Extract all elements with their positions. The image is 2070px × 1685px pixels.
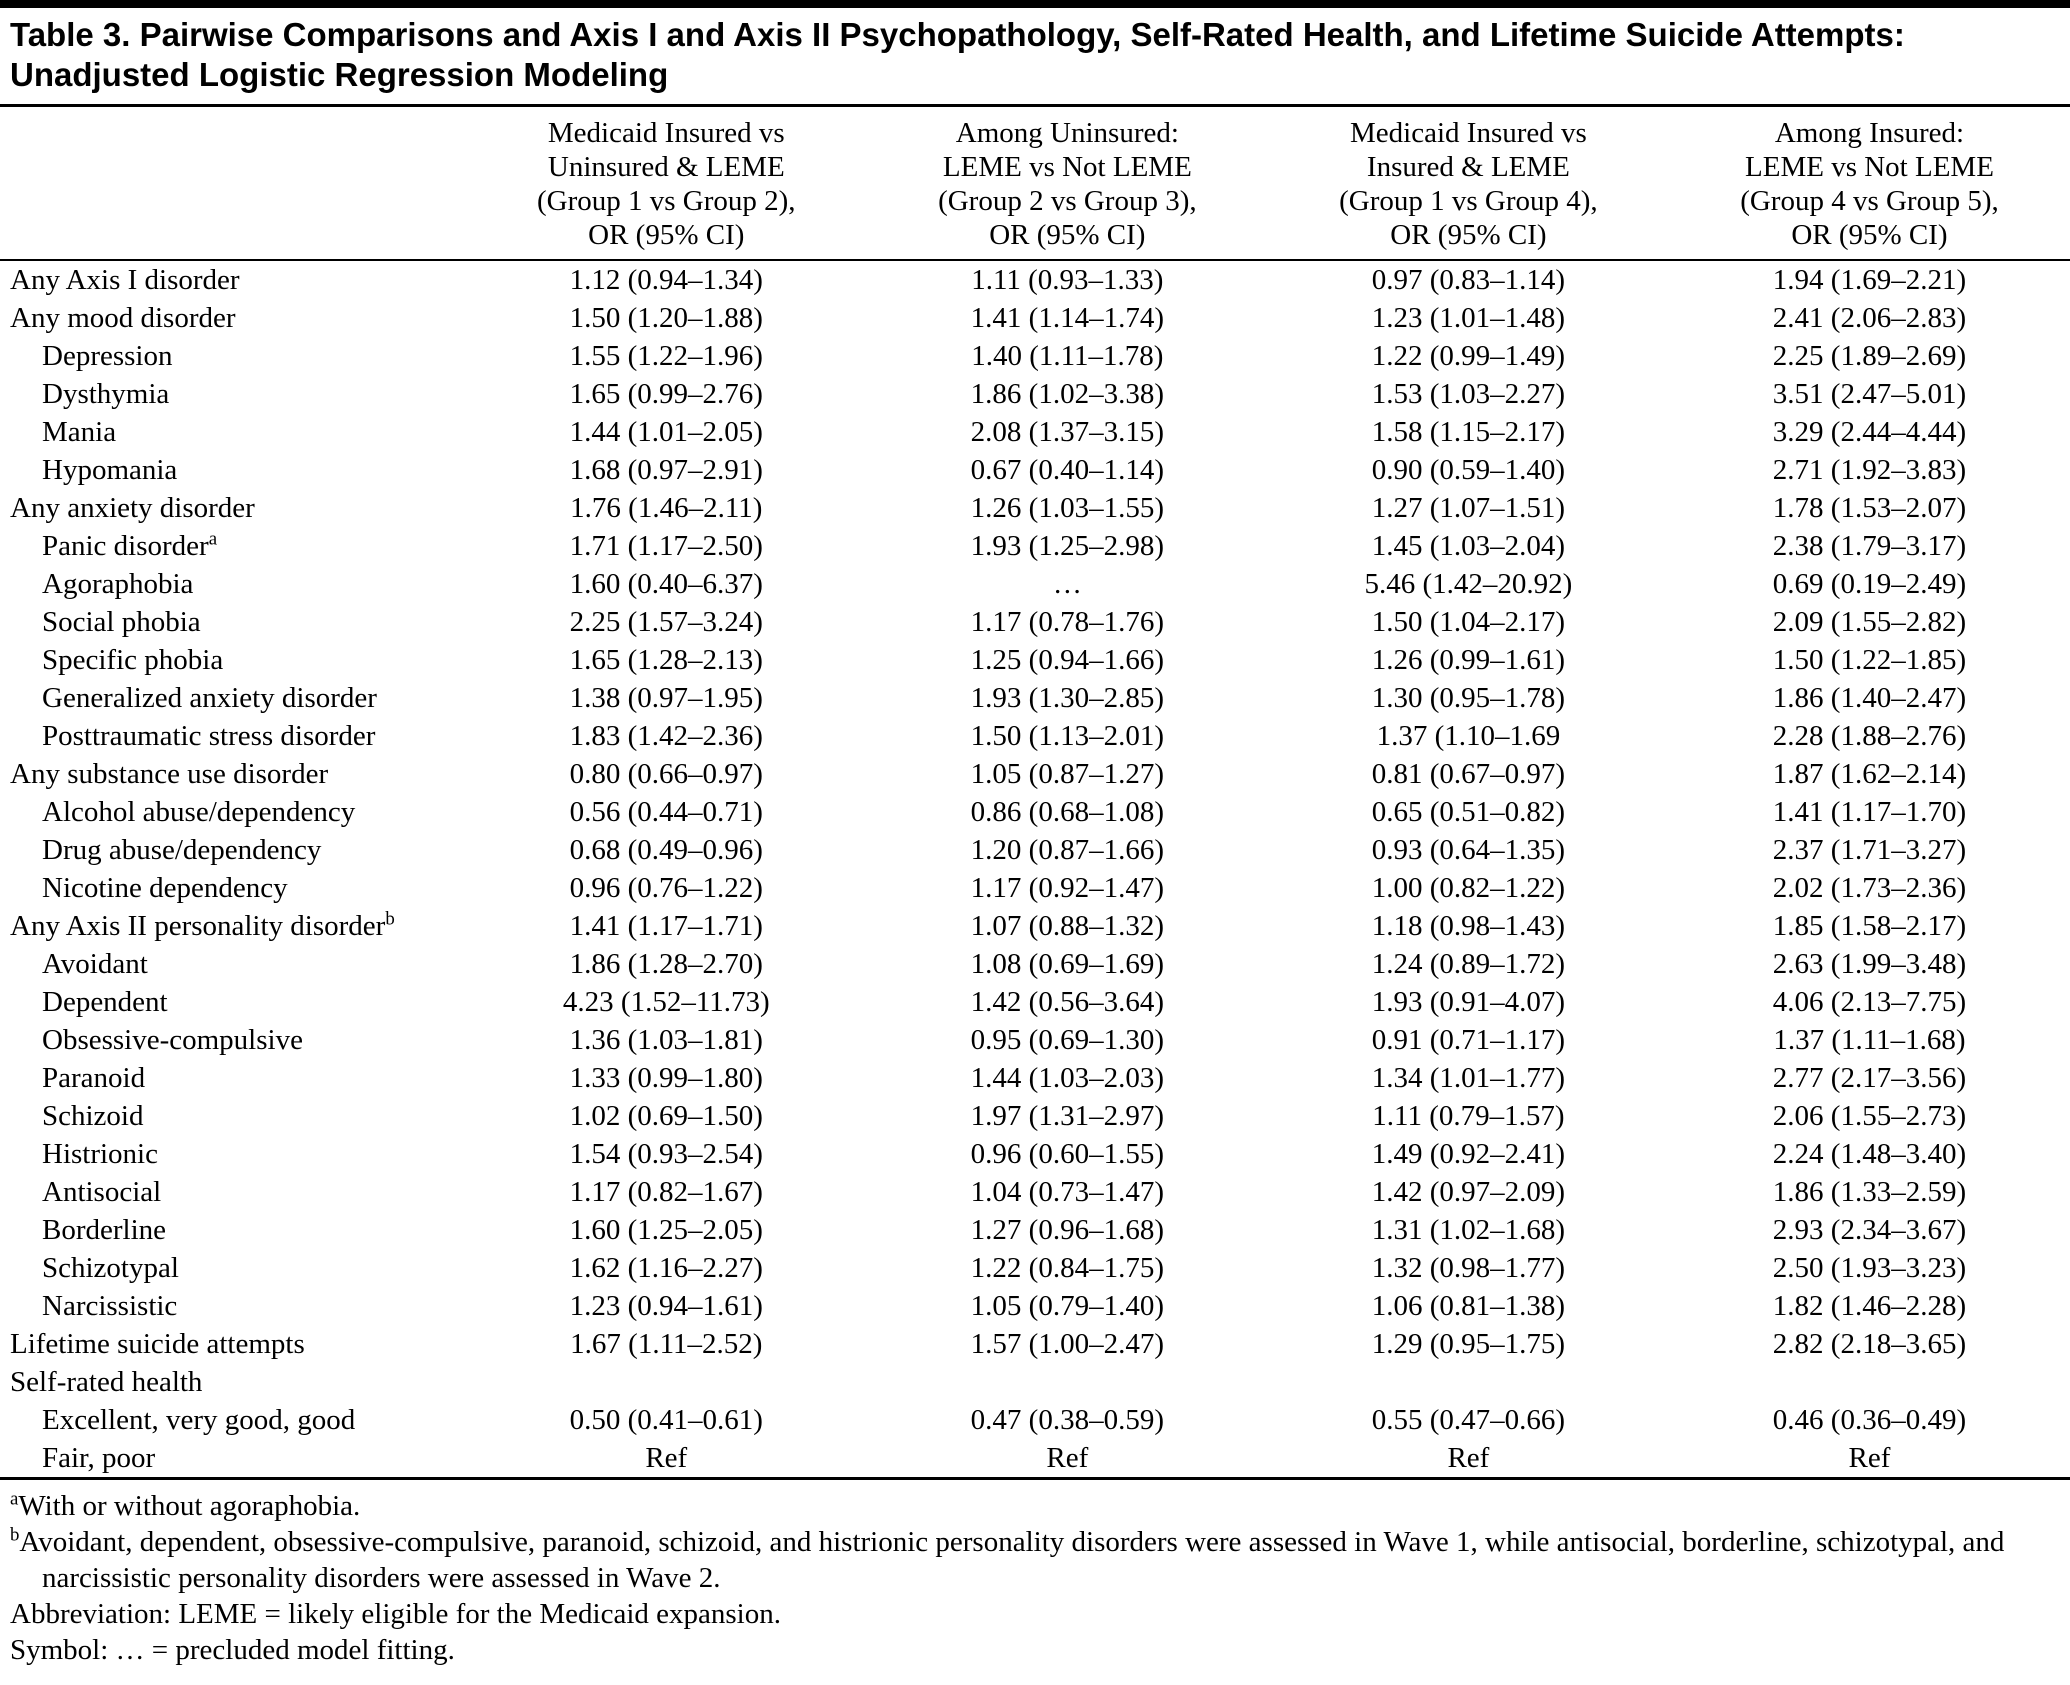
- odds-ratio-cell: 0.96 (0.76–1.22): [569, 872, 763, 904]
- odds-ratio-cell: 0.55 (0.47–0.66): [1371, 1404, 1566, 1436]
- odds-ratio-cell: 2.25 (1.89–2.69): [1772, 340, 1967, 372]
- footnote: $^b$Avoidant, dependent, obsessive-compulsive, paranoid, schizoid, and histrionic personality disorders were assessed in Wave 1, while antisocial, borderline, schizotypal, and narcissistic personality disorders were assessed in Wave 2.: [10, 1524, 2005, 1594]
- table-row: [0, 679, 2070, 717]
- column-header-line: LEME vs Not LEME: [942, 151, 1192, 183]
- odds-ratio-cell: [1669, 1363, 2070, 1401]
- odds-ratio-cell: 3.29 (2.44–4.44): [1772, 416, 1967, 448]
- odds-ratio-cell: 1.17 (0.78–1.76): [970, 606, 1164, 638]
- row-label: Borderline: [42, 1214, 167, 1246]
- odds-ratio-cell: 2.37 (1.71–3.27): [1772, 834, 1967, 866]
- odds-ratio-cell: 1.29 (0.95–1.75): [1371, 1328, 1566, 1360]
- odds-ratio-cell: 1.23 (0.94–1.61): [569, 1290, 763, 1322]
- column-header-line: Medicaid Insured vs: [547, 117, 785, 149]
- row-label: Generalized anxiety disorder: [42, 682, 377, 714]
- table-row: [0, 793, 2070, 831]
- table-row: [0, 565, 2070, 603]
- odds-ratio-cell: 0.67 (0.40–1.14): [970, 454, 1164, 486]
- column-header-2: [867, 107, 1268, 260]
- table-title-line-1: Table 3. Pairwise Comparisons and Axis I and Axis II Psychopathology, Self-Rated Health, and Lifetime Suicide Attempts:: [10, 16, 1905, 53]
- odds-ratio-cell: Ref: [466, 1439, 867, 1479]
- column-header-3: [1268, 107, 1669, 260]
- column-header-line: Uninsured & LEME: [547, 151, 785, 183]
- odds-ratio-cell: 1.82 (1.46–2.28): [1772, 1290, 1967, 1322]
- odds-ratio-cell: 1.07 (0.88–1.32): [970, 910, 1164, 942]
- row-label: Hypomania: [42, 454, 178, 486]
- table-row: [0, 1097, 2070, 1135]
- odds-ratio-cell: 2.63 (1.99–3.48): [1772, 948, 1967, 980]
- odds-ratio-cell: 1.05 (0.79–1.40): [970, 1290, 1164, 1322]
- odds-ratio-cell: 5.46 (1.42–20.92): [1364, 568, 1573, 600]
- row-label: Schizoid: [42, 1100, 144, 1132]
- odds-ratio-cell: 1.41 (1.17–1.71): [569, 910, 763, 942]
- odds-ratio-cell: 2.82 (2.18–3.65): [1772, 1328, 1967, 1360]
- table-row: [0, 1363, 2070, 1401]
- row-label: Drug abuse/dependency: [42, 834, 322, 866]
- odds-ratio-cell: 1.31 (1.02–1.68): [1371, 1214, 1566, 1246]
- odds-ratio-cell: 1.38 (0.97–1.95): [569, 682, 763, 714]
- table-row: [0, 1401, 2070, 1439]
- footnote-marker: a: [10, 1488, 19, 1510]
- row-label: Depression: [42, 340, 173, 372]
- row-label: Dependent: [42, 986, 168, 1018]
- odds-ratio-cell: 2.77 (2.17–3.56): [1772, 1062, 1967, 1094]
- table-row: [0, 489, 2070, 527]
- odds-ratio-cell: 1.41 (1.14–1.74): [970, 302, 1164, 334]
- table-row: [0, 945, 2070, 983]
- row-label-column-header: [0, 107, 466, 260]
- odds-ratio-cell: 1.86 (1.33–2.59): [1772, 1176, 1967, 1208]
- odds-ratio-cell: 0.81 (0.67–0.97): [1371, 758, 1566, 790]
- odds-ratio-cell: 1.23 (1.01–1.48): [1371, 302, 1566, 334]
- odds-ratio-cell: 1.44 (1.01–2.05): [569, 416, 763, 448]
- odds-ratio-cell: 1.26 (1.03–1.55): [970, 492, 1164, 524]
- odds-ratio-cell: 4.23 (1.52–11.73): [562, 986, 770, 1018]
- odds-ratio-cell: 1.37 (1.11–1.68): [1773, 1024, 1966, 1056]
- odds-ratio-cell: 0.96 (0.60–1.55): [970, 1138, 1164, 1170]
- odds-ratio-cell: 1.04 (0.73–1.47): [970, 1176, 1164, 1208]
- table-row: [0, 603, 2070, 641]
- row-label: Lifetime suicide attempts: [10, 1328, 305, 1360]
- footnote: Symbol: … = precluded model fitting.: [10, 1634, 455, 1666]
- row-label: Any Axis II personality disorder$^b$: [10, 908, 395, 942]
- footnote: $^a$With or without agoraphobia.: [10, 1488, 361, 1522]
- table-row: [0, 413, 2070, 451]
- odds-ratio-cell: 1.86 (1.40–2.47): [1772, 682, 1967, 714]
- table-row: [0, 869, 2070, 907]
- odds-ratio-cell: 1.45 (1.03–2.04): [1371, 530, 1566, 562]
- table-row: [0, 1173, 2070, 1211]
- table-row: [0, 260, 2070, 299]
- odds-ratio-cell: 1.27 (1.07–1.51): [1371, 492, 1566, 524]
- odds-ratio-cell: 0.95 (0.69–1.30): [970, 1024, 1164, 1056]
- odds-ratio-cell: 1.67 (1.11–2.52): [570, 1328, 763, 1360]
- footnote-marker: b: [385, 908, 395, 930]
- odds-ratio-cell: 1.58 (1.15–2.17): [1371, 416, 1566, 448]
- odds-ratio-cell: 2.24 (1.48–3.40): [1772, 1138, 1967, 1170]
- table-row: [0, 1249, 2070, 1287]
- row-label: Any mood disorder: [10, 302, 236, 334]
- odds-ratio-cell: 1.57 (1.00–2.47): [970, 1328, 1164, 1360]
- odds-ratio-cell: 2.02 (1.73–2.36): [1772, 872, 1967, 904]
- odds-ratio-cell: 2.50 (1.93–3.23): [1772, 1252, 1967, 1284]
- odds-ratio-cell: 1.50 (1.04–2.17): [1371, 606, 1566, 638]
- table-row: [0, 1439, 2070, 1479]
- row-label: Paranoid: [42, 1062, 146, 1094]
- odds-ratio-cell: 1.87 (1.62–2.14): [1772, 758, 1967, 790]
- odds-ratio-cell: 1.17 (0.82–1.67): [569, 1176, 763, 1208]
- odds-ratio-cell: [867, 1363, 1268, 1401]
- odds-ratio-cell: 1.37 (1.10–1.69: [1376, 720, 1561, 752]
- odds-ratio-cell: 1.86 (1.02–3.38): [970, 378, 1164, 410]
- column-header-line: (Group 1 vs Group 4),: [1339, 185, 1598, 217]
- odds-ratio-cell: 1.93 (1.25–2.98): [970, 530, 1164, 562]
- row-label: Histrionic: [42, 1138, 158, 1170]
- odds-ratio-cell: 1.33 (0.99–1.80): [569, 1062, 763, 1094]
- row-label: Any anxiety disorder: [10, 492, 255, 524]
- table-header: [0, 107, 2070, 260]
- column-header-line: LEME vs Not LEME: [1745, 151, 1994, 183]
- odds-ratio-cell: 1.71 (1.17–2.50): [569, 530, 763, 562]
- footnote-marker: a: [208, 528, 218, 550]
- odds-ratio-cell: 1.11 (0.79–1.57): [1372, 1100, 1565, 1132]
- table-row: [0, 983, 2070, 1021]
- odds-ratio-cell: 1.20 (0.87–1.66): [970, 834, 1164, 866]
- odds-ratio-cell: 1.36 (1.03–1.81): [569, 1024, 763, 1056]
- odds-ratio-cell: 2.71 (1.92–3.83): [1772, 454, 1967, 486]
- row-label: Narcissistic: [42, 1290, 178, 1322]
- odds-ratio-cell: 0.90 (0.59–1.40): [1371, 454, 1566, 486]
- regression-results-table: [0, 107, 2070, 1480]
- odds-ratio-cell: 1.42 (0.97–2.09): [1371, 1176, 1566, 1208]
- odds-ratio-cell: 3.51 (2.47–5.01): [1772, 378, 1967, 410]
- column-header-4: [1669, 107, 2070, 260]
- row-label: Mania: [42, 416, 117, 448]
- table-row: [0, 1021, 2070, 1059]
- row-label: Panic disorder$^a$: [42, 528, 218, 562]
- odds-ratio-cell: 1.24 (0.89–1.72): [1371, 948, 1566, 980]
- table-row: [0, 375, 2070, 413]
- odds-ratio-cell: 1.18 (0.98–1.43): [1371, 910, 1566, 942]
- table-row: [0, 1135, 2070, 1173]
- odds-ratio-cell: 0.91 (0.71–1.17): [1371, 1024, 1566, 1056]
- odds-ratio-cell: 2.28 (1.88–2.76): [1772, 720, 1967, 752]
- odds-ratio-cell: 1.50 (1.13–2.01): [970, 720, 1164, 752]
- odds-ratio-cell: 1.05 (0.87–1.27): [970, 758, 1164, 790]
- odds-ratio-cell: 1.85 (1.58–2.17): [1772, 910, 1967, 942]
- table-row: [0, 299, 2070, 337]
- odds-ratio-cell: 2.93 (2.34–3.67): [1772, 1214, 1967, 1246]
- odds-ratio-cell: 1.97 (1.31–2.97): [970, 1100, 1164, 1132]
- row-label: Posttraumatic stress disorder: [42, 720, 376, 752]
- column-header-line: Medicaid Insured vs: [1350, 117, 1587, 149]
- odds-ratio-cell: 0.93 (0.64–1.35): [1371, 834, 1566, 866]
- odds-ratio-cell: 1.41 (1.17–1.70): [1772, 796, 1967, 828]
- odds-ratio-cell: 1.78 (1.53–2.07): [1772, 492, 1967, 524]
- table-row: [0, 831, 2070, 869]
- odds-ratio-cell: 1.02 (0.69–1.50): [569, 1100, 763, 1132]
- row-label: Agoraphobia: [42, 568, 194, 600]
- odds-ratio-cell: 1.94 (1.69–2.21): [1772, 264, 1967, 296]
- table-row: [0, 717, 2070, 755]
- row-label: Excellent, very good, good: [42, 1404, 356, 1436]
- odds-ratio-cell: 0.97 (0.83–1.14): [1371, 264, 1566, 296]
- odds-ratio-cell: 1.22 (0.84–1.75): [970, 1252, 1164, 1284]
- odds-ratio-cell: 0.86 (0.68–1.08): [970, 796, 1164, 828]
- row-label: Obsessive-compulsive: [42, 1024, 303, 1056]
- column-header-1: [466, 107, 867, 260]
- table-footnotes: [0, 1480, 2070, 1674]
- row-label: Nicotine dependency: [42, 872, 288, 904]
- row-label: Alcohol abuse/dependency: [42, 796, 356, 828]
- odds-ratio-cell: 0.46 (0.36–0.49): [1772, 1404, 1967, 1436]
- odds-ratio-cell: 1.50 (1.22–1.85): [1772, 644, 1967, 676]
- odds-ratio-cell: 1.40 (1.11–1.78): [971, 340, 1164, 372]
- odds-ratio-cell: 4.06 (2.13–7.75): [1772, 986, 1967, 1018]
- odds-ratio-cell: 1.30 (0.95–1.78): [1371, 682, 1566, 714]
- odds-ratio-cell: 1.22 (0.99–1.49): [1371, 340, 1566, 372]
- row-label: Avoidant: [42, 948, 148, 980]
- odds-ratio-cell: [466, 1363, 867, 1401]
- row-label: Social phobia: [42, 606, 201, 638]
- odds-ratio-cell: 1.60 (0.40–6.37): [569, 568, 763, 600]
- odds-ratio-cell: 1.25 (0.94–1.66): [970, 644, 1164, 676]
- column-header-line: (Group 4 vs Group 5),: [1740, 185, 1999, 217]
- odds-ratio-cell: 1.65 (0.99–2.76): [569, 378, 763, 410]
- odds-ratio-cell: 1.12 (0.94–1.34): [569, 264, 763, 296]
- odds-ratio-cell: …: [1052, 568, 1082, 600]
- row-label: Self-rated health: [10, 1366, 203, 1398]
- odds-ratio-cell: 0.65 (0.51–0.82): [1371, 796, 1566, 828]
- table-title-line-2: Unadjusted Logistic Regression Modeling: [10, 56, 669, 93]
- odds-ratio-cell: 2.09 (1.55–2.82): [1772, 606, 1967, 638]
- table-row: [0, 527, 2070, 565]
- odds-ratio-cell: 1.50 (1.20–1.88): [569, 302, 763, 334]
- odds-ratio-cell: 0.47 (0.38–0.59): [970, 1404, 1164, 1436]
- odds-ratio-cell: 1.34 (1.01–1.77): [1371, 1062, 1566, 1094]
- table-row: [0, 907, 2070, 945]
- odds-ratio-cell: 1.86 (1.28–2.70): [569, 948, 763, 980]
- odds-ratio-cell: 1.54 (0.93–2.54): [569, 1138, 763, 1170]
- odds-ratio-cell: 1.49 (0.92–2.41): [1371, 1138, 1566, 1170]
- footnote: Abbreviation: LEME = likely eligible for the Medicaid expansion.: [10, 1598, 781, 1630]
- header-row: [0, 107, 2070, 260]
- odds-ratio-cell: [1268, 1363, 1669, 1401]
- odds-ratio-cell: 1.53 (1.03–2.27): [1371, 378, 1566, 410]
- odds-ratio-cell: 0.50 (0.41–0.61): [569, 1404, 763, 1436]
- table-title: [0, 0, 2070, 107]
- column-header-line: Insured & LEME: [1366, 151, 1570, 183]
- row-label: Dysthymia: [42, 378, 170, 410]
- table-row: [0, 1287, 2070, 1325]
- odds-ratio-cell: 0.80 (0.66–0.97): [569, 758, 763, 790]
- odds-ratio-cell: 1.42 (0.56–3.64): [970, 986, 1164, 1018]
- odds-ratio-cell: 1.76 (1.46–2.11): [570, 492, 763, 524]
- column-header-line: OR (95% CI): [1791, 219, 1948, 251]
- odds-ratio-cell: Ref: [1669, 1439, 2070, 1479]
- footnote-marker: b: [10, 1524, 20, 1546]
- table-row: [0, 641, 2070, 679]
- odds-ratio-cell: 1.00 (0.82–1.22): [1371, 872, 1566, 904]
- odds-ratio-cell: 1.44 (1.03–2.03): [970, 1062, 1164, 1094]
- odds-ratio-cell: Ref: [1268, 1439, 1669, 1479]
- row-label: Schizotypal: [42, 1252, 179, 1284]
- row-label: Any substance use disorder: [10, 758, 329, 790]
- row-label: Fair, poor: [0, 1439, 466, 1479]
- odds-ratio-cell: 1.62 (1.16–2.27): [569, 1252, 763, 1284]
- odds-ratio-cell: 1.26 (0.99–1.61): [1371, 644, 1566, 676]
- odds-ratio-cell: 1.93 (0.91–4.07): [1371, 986, 1566, 1018]
- odds-ratio-cell: 2.08 (1.37–3.15): [970, 416, 1164, 448]
- odds-ratio-cell: Ref: [867, 1439, 1268, 1479]
- odds-ratio-cell: 1.60 (1.25–2.05): [569, 1214, 763, 1246]
- column-header-line: (Group 1 vs Group 2),: [537, 185, 796, 217]
- odds-ratio-cell: 1.11 (0.93–1.33): [971, 264, 1164, 296]
- column-header-line: (Group 2 vs Group 3),: [938, 185, 1197, 217]
- odds-ratio-cell: 1.08 (0.69–1.69): [970, 948, 1164, 980]
- odds-ratio-cell: 1.17 (0.92–1.47): [970, 872, 1164, 904]
- odds-ratio-cell: 0.68 (0.49–0.96): [569, 834, 763, 866]
- column-header-line: Among Uninsured:: [955, 117, 1179, 149]
- table-row: [0, 451, 2070, 489]
- odds-ratio-cell: 0.56 (0.44–0.71): [569, 796, 763, 828]
- odds-ratio-cell: 1.65 (1.28–2.13): [569, 644, 763, 676]
- odds-ratio-cell: 1.06 (0.81–1.38): [1371, 1290, 1566, 1322]
- odds-ratio-cell: 1.27 (0.96–1.68): [970, 1214, 1164, 1246]
- odds-ratio-cell: 0.69 (0.19–2.49): [1772, 568, 1967, 600]
- odds-ratio-cell: 2.38 (1.79–3.17): [1772, 530, 1967, 562]
- column-header-line: OR (95% CI): [588, 219, 745, 251]
- column-header-line: Among Insured:: [1774, 117, 1965, 149]
- row-label: Any Axis I disorder: [10, 264, 240, 296]
- table-row: [0, 755, 2070, 793]
- column-header-line: OR (95% CI): [989, 219, 1146, 251]
- odds-ratio-cell: 1.32 (0.98–1.77): [1371, 1252, 1566, 1284]
- odds-ratio-cell: 1.55 (1.22–1.96): [569, 340, 763, 372]
- table-row: [0, 1059, 2070, 1097]
- table-body: [0, 260, 2070, 1479]
- odds-ratio-cell: 2.41 (2.06–2.83): [1772, 302, 1967, 334]
- odds-ratio-cell: 1.93 (1.30–2.85): [970, 682, 1164, 714]
- column-header-line: OR (95% CI): [1390, 219, 1547, 251]
- odds-ratio-cell: 1.68 (0.97–2.91): [569, 454, 763, 486]
- odds-ratio-cell: 2.25 (1.57–3.24): [569, 606, 763, 638]
- odds-ratio-cell: 2.06 (1.55–2.73): [1772, 1100, 1967, 1132]
- row-label: Antisocial: [42, 1176, 162, 1208]
- table-row: [0, 1325, 2070, 1363]
- row-label: Specific phobia: [42, 644, 224, 676]
- table-row: [0, 1211, 2070, 1249]
- odds-ratio-cell: 1.83 (1.42–2.36): [569, 720, 763, 752]
- table-row: [0, 337, 2070, 375]
